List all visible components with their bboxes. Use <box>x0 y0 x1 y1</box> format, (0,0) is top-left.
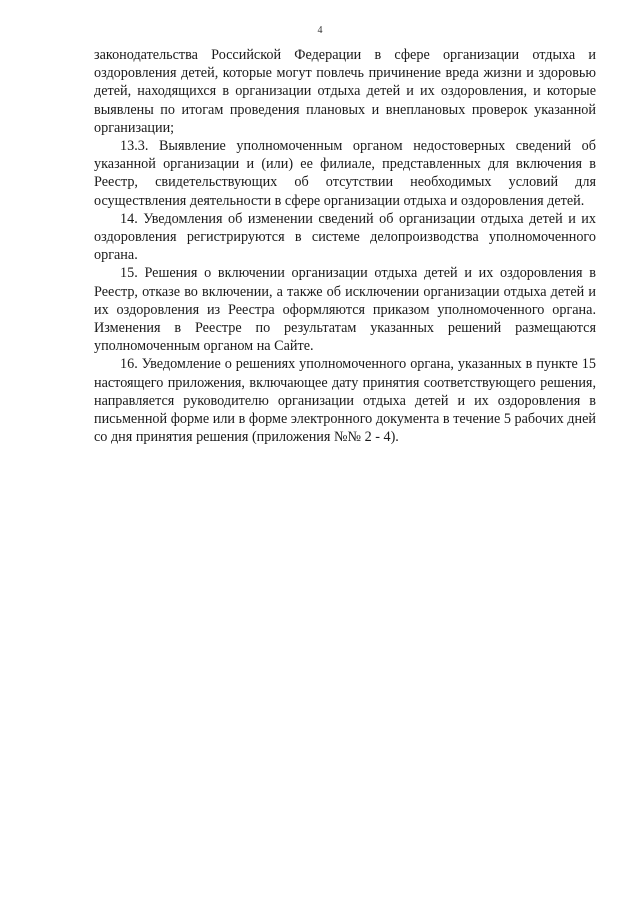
paragraph-continuation: законодательства Российской Федерации в сфере организации отдыха и оздоровления детей, которые могут повлечь причинение вреда жизни и здоровью детей, находящихся в организации отдыха детей и их оздоровления, и которые выявлены по итогам проведения плановых и внеплановых проверок указанной организации; <box>94 47 596 136</box>
paragraph-14: 14. Уведомления об изменении сведений об организации отдыха детей и их оздоровления регистрируются в системе делопроизводства уполномоченного органа. <box>94 210 596 264</box>
page-number: 4 <box>317 25 323 36</box>
paragraph-13-3: 13.3. Выявление уполномоченным органом недостоверных сведений об указанной организации и (или) ее филиале, представленных для включения в Реестр, свидетельствующих об отсутствии необходимых условий для осуществления деятельности в сфере организации отдыха и оздоровления детей. <box>94 138 596 209</box>
paragraph-15: 15. Решения о включении организации отдыха детей и их оздоровления в Реестр, отказе во включении, а также об исключении организации отдыха детей и их оздоровления из Реестра оформляются приказом уполномоченного органа. Изменения в Реестре по результатам указанных решений размещаются уполномоченным органом на Сайте. <box>94 265 596 355</box>
document-body <box>94 46 596 446</box>
paragraph-16: 16. Уведомление о решениях уполномоченного органа, указанных в пункте 15 настоящего приложения, включающее дату принятия соответствующего решения, направляется руководителю организации отдыха детей и их оздоровления в письменной форме или в форме электронного документа в течение 5 рабочих дней со дня принятия решения (приложения №№ 2 - 4). <box>94 356 596 446</box>
